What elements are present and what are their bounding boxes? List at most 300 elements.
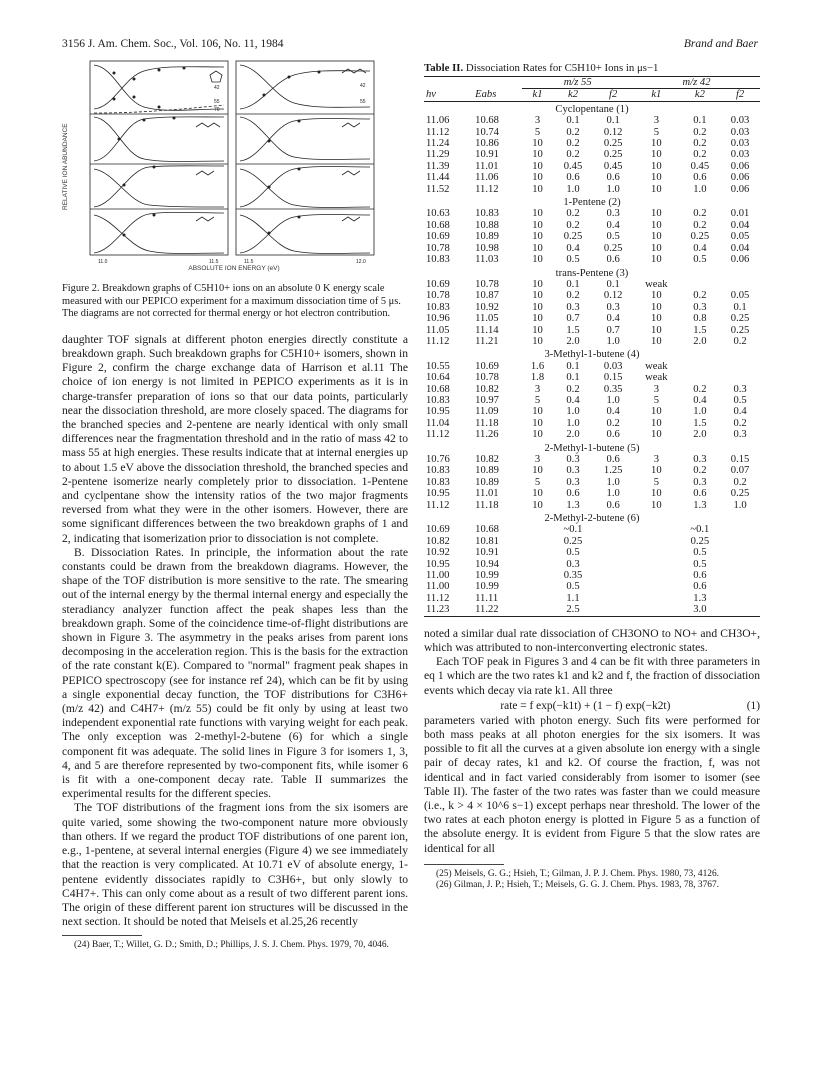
table-cell: 10.88 [475, 219, 499, 231]
group-header-mz55: m/z 55 [522, 77, 633, 89]
table-cell: 1.5 [693, 417, 707, 429]
table-cell: 1.0 [566, 183, 580, 195]
table-row [424, 429, 760, 440]
table-cell: 10 [532, 406, 543, 418]
table-cell: 11.01 [475, 488, 499, 500]
table-cell [720, 604, 760, 616]
table-cell: 1.0 [606, 394, 620, 406]
table-cell: 10.81 [475, 535, 499, 547]
table-cell: 10 [651, 138, 662, 150]
table-cell: 0.2 [566, 290, 580, 302]
table-cell: 5 [534, 126, 541, 138]
table-cell: 10 [651, 417, 662, 429]
table-cell [720, 279, 760, 290]
table-cell: 10 [651, 335, 662, 347]
table-cell: 0.03 [730, 149, 750, 161]
table-cell: 0.6 [606, 254, 620, 266]
table-cell: 0.1 [566, 372, 580, 384]
table-row [424, 243, 760, 254]
figure-2 [62, 57, 384, 275]
table-section-header [424, 266, 760, 279]
column-header: k2 [553, 89, 594, 101]
body-paragraph-1: daughter TOF signals at different photon energies directly constitute a breakdown graph. Such breakdown graphs for C5H10+ isomers, shown in Figure 2, confirm the charge exchange data of Harrison et al.11 The choice of ion energy is not limited in PEPICO experiments as it is in charge-transfer preparation of ions so that our data points, particularly near the dissociation threshold, are more closely spaced. The diagrams for the branched species and 2-pentene are nearly identical with only small differences near the fragmentation threshold and in the ratio of mass 42 to mass 55 at high energies. These results indicate that at internal energies up to about 1.5 eV above the dissociation threshold, the branched species and 2-pentene isomerize nearly completely prior to dissociation. 1-Pentene and cyclpentane show the intensity ratios of the two major fragments reversed from what they were in the other isomers. However, there are some significant differences between the two breakdown graphs of 1 and 2, indicating that isomerization prior to dissociation is not complete. [62, 332, 408, 545]
table-row [424, 500, 760, 511]
table-cell: 0.35 [563, 570, 583, 582]
table-cell: 5 [653, 394, 659, 406]
table-row [424, 184, 760, 195]
table-cell: 0.3 [566, 558, 580, 570]
table-cell: 10.82 [475, 383, 499, 395]
table-row [424, 138, 760, 149]
table-cell: 3 [653, 383, 659, 395]
footnote-25: (25) Meisels, G. G.; Hsieh, T.; Gilman, J. P. J. Chem. Phys. 1980, 73, 4126. [436, 868, 719, 879]
table-cell: 10.82 [426, 535, 450, 547]
table-cell: 0.1 [693, 115, 707, 127]
table-cell: 11.04 [426, 417, 450, 429]
table-row [424, 290, 760, 301]
table-cell: 10.55 [426, 360, 450, 372]
table-section-header [424, 195, 760, 208]
table-cell: 10.99 [475, 570, 499, 582]
table-cell: 10 [532, 324, 543, 336]
table-cell: 0.2 [693, 126, 707, 138]
table-cell [633, 559, 680, 570]
table-cell: 0.1 [733, 301, 747, 313]
table-cell: 0.2 [693, 290, 707, 302]
table-cell [720, 524, 760, 535]
table-cell [633, 593, 680, 604]
table-cell: 0.25 [563, 535, 583, 547]
table-row [424, 336, 760, 347]
table-cell: 10 [532, 488, 543, 500]
table-cell: 10 [532, 429, 543, 441]
table-cell: 10.83 [426, 476, 450, 488]
table-cell: 2.0 [566, 335, 580, 347]
table-row [424, 279, 760, 290]
table-title-text: Dissociation Rates for C5H10+ Ions in μs−1 [465, 62, 659, 74]
column-header: f2 [720, 89, 760, 101]
table-row [424, 208, 760, 219]
dissociation-rates-table [424, 76, 760, 617]
left-column [62, 57, 408, 952]
table-cell: 0.25 [690, 231, 710, 243]
table-cell [720, 559, 760, 570]
table-cell: 10.92 [475, 301, 499, 313]
table-cell [633, 524, 680, 535]
table-cell: 0.3 [606, 208, 620, 220]
table-cell: 11.12 [426, 429, 450, 441]
table-cell: 0.05 [730, 290, 750, 302]
table-cell: 0.45 [690, 160, 710, 172]
table-cell: 0.06 [730, 254, 750, 266]
breakdown-graphs [84, 57, 384, 267]
table-cell: 11.11 [475, 592, 499, 604]
table-cell: 10.83 [426, 301, 450, 313]
footnote-rule [62, 935, 142, 936]
table-row [424, 127, 760, 138]
table-cell: 10.97 [475, 394, 499, 406]
table-row [424, 361, 760, 372]
table-cell: 11.22 [475, 604, 499, 616]
table-cell: 0.1 [566, 360, 580, 372]
table-cell: 0.05 [730, 231, 750, 243]
table-row [424, 325, 760, 336]
table-cell: ~0.1 [563, 524, 583, 536]
table-cell: 0.6 [606, 499, 620, 511]
table-cell: 10 [651, 324, 662, 336]
table-cell: 0.25 [730, 488, 750, 500]
table-cell: ~0.1 [690, 524, 710, 536]
table-row [424, 115, 760, 126]
table-cell: 1.0 [693, 183, 707, 195]
table-cell: 11.52 [426, 183, 450, 195]
column-header: hν [424, 89, 473, 101]
table-row [424, 372, 760, 383]
table-cell: 0.25 [563, 231, 583, 243]
table-cell: 0.2 [566, 383, 580, 395]
table-row [424, 477, 760, 488]
equation-1 [424, 700, 760, 712]
table-row [424, 395, 760, 406]
table-cell: 0.2 [693, 138, 707, 150]
table-cell: 1.0 [606, 183, 620, 195]
table-cell: 1.0 [693, 406, 707, 418]
table-cell: 11.05 [475, 313, 499, 325]
section-name: Cyclopentane (1) [555, 103, 629, 115]
table-cell: 10.74 [475, 126, 499, 138]
table-cell [680, 279, 721, 290]
table-cell: 0.4 [693, 242, 707, 254]
table-cell: 10 [532, 219, 543, 231]
table-cell: weak [645, 278, 668, 290]
table-cell: 11.06 [475, 172, 499, 184]
table-cell: 10.68 [426, 383, 450, 395]
table-cell: 0.6 [566, 488, 580, 500]
table-cell: 0.2 [693, 149, 707, 161]
table-cell: 10.78 [475, 372, 499, 384]
tick-label-left-bottom: 11.0 [98, 259, 108, 265]
table-cell: 11.26 [475, 429, 499, 441]
table-row [424, 547, 760, 558]
table-cell: 0.1 [566, 278, 580, 290]
section-name: 2-Methyl-1-butene (5) [544, 442, 640, 454]
table-cell: 10.63 [426, 208, 450, 220]
table-cell: 0.5 [566, 581, 580, 593]
table-cell: 10.83 [426, 394, 450, 406]
table-cell: 10 [651, 313, 662, 325]
table-cell: 0.45 [563, 160, 583, 172]
group-header-mz42: m/z 42 [633, 77, 760, 89]
table-row [424, 465, 760, 476]
section-name: 2-Methyl-2-butene (6) [544, 513, 640, 525]
table-cell: 11.21 [475, 335, 499, 347]
table-cell: 0.4 [733, 406, 747, 418]
table-cell: 11.29 [426, 149, 450, 161]
table-cell: 10 [651, 160, 662, 172]
body-paragraph-2: B. Dissociation Rates. In principle, the information about the rate constants could be drawn from the breakdown diagrams. However, the shape of the TOF distribution is more sensitive to the rate. The smearing out of the internal energy by the thermal internal energy and especially the steradiancy analyzer function affect the peak shapes less than the breakdown graph. Some of the coincidence time-of-flight distributions are shown in Figure 3. The asymmetry in the peaks arises from parent ions decomposing in the acceleration region. This is the basis for the extraction of the rate constant k(E). Compared to "normal" fragment peak shapes in PEPICO spectroscopy (see for instance ref 24), which can be fit by using a single exponential decay function, the TOF distributions for C3H6+ (m/z 42) and C4H7+ (m/z 55) could be fit only by using at least two independent exponential rate functions with varying weight for each peak. The only exception was 2-methyl-2-butene (6) for which a single component fit was adequate. The solid lines in Figure 3 for isomers 1, 3, 4, and 5 are therefore represented by two-component fits, while isomer 6 is fit with a one-component decay rate. Table II summarizes the experimental results for the different species. [62, 545, 408, 801]
table-cell: 10 [532, 499, 543, 511]
table-cell: 10.95 [426, 558, 450, 570]
footnote-24: (24) Baer, T.; Willet, G. D.; Smith, D.; Phillips, J. S. J. Chem. Phys. 1979, 70, 4046. [74, 940, 389, 951]
table-cell [522, 604, 552, 616]
table-cell: 10.82 [475, 454, 499, 465]
table-cell: 10 [651, 172, 662, 184]
table-row [424, 593, 760, 604]
table-cell: 0.1 [606, 115, 620, 127]
figure-yaxis-label: RELATIVE ION ABUNDANCE [62, 123, 69, 211]
table-cell: 0.3 [693, 476, 707, 488]
table-cell [633, 570, 680, 581]
table-cell: 0.6 [693, 172, 707, 184]
table-cell: 0.04 [730, 242, 750, 254]
table-cell: 3.0 [693, 604, 707, 616]
table-cell: 0.2 [733, 335, 747, 347]
table-cell: 11.12 [426, 592, 450, 604]
table-cell: 0.3 [566, 301, 580, 313]
table-cell: 10 [532, 254, 543, 266]
table-cell: 10 [532, 149, 543, 161]
table-cell: 3 [534, 115, 541, 127]
table-cell [593, 593, 633, 604]
table-section-header [424, 101, 760, 115]
table-cell: 0.06 [730, 183, 750, 195]
table-cell: 10 [651, 465, 662, 477]
table-column-header-row [424, 89, 760, 101]
table-cell: 10 [651, 242, 662, 254]
table-cell: 1.25 [603, 465, 623, 477]
table-cell: 0.15 [730, 454, 750, 465]
table-cell: 10.76 [426, 454, 450, 465]
table-row [424, 418, 760, 429]
table-cell [720, 593, 760, 604]
table-row [424, 384, 760, 395]
table-cell [720, 372, 760, 383]
table-cell: 11.12 [426, 126, 450, 138]
table-cell: 0.4 [566, 242, 580, 254]
table-title [424, 62, 760, 74]
table-cell: 10.96 [426, 313, 450, 325]
equation-number: (1) [746, 699, 760, 712]
table-cell: 10.83 [475, 208, 499, 220]
table-cell: 0.2 [566, 208, 580, 220]
table-section-header [424, 441, 760, 454]
table-row [424, 406, 760, 417]
table-row [424, 220, 760, 231]
table-cell: 0.1 [606, 278, 620, 290]
table-cell: 5 [534, 394, 541, 406]
column-header: k1 [633, 89, 680, 101]
table-cell: 0.3 [566, 454, 580, 465]
table-cell [522, 524, 552, 535]
panel-label-55: 55 [214, 99, 220, 105]
table-cell: 10.89 [475, 476, 499, 488]
table-cell [593, 581, 633, 592]
column-header: f2 [593, 89, 633, 101]
table-cell: 0.6 [566, 172, 580, 184]
table-cell [522, 547, 552, 558]
table-cell [593, 559, 633, 570]
equation-text: rate = f exp(−k1t) + (1 − f) exp(−k2t) [500, 699, 671, 712]
body-paragraph-3: The TOF distributions of the fragment ions from the six isomers are quite varied, some showing the two-component nature more obviously than others. If we regard the product TOF distributions of one parent ion, e.g., 1-pentene, at several internal energies (Figure 4) we see immediately that the reaction is very complicated. At 10.71 eV of absolute energy, 1-pentene evidently dissociates rapidly to C3H6+, but only slowly to C4H7+. This can only come about as a result of two different parent ions. The origin of these different parent ion structures will be discussed in the next section. It should be noted that Meisels et al.25,26 recently [62, 801, 408, 929]
table-cell: 0.25 [690, 535, 710, 547]
table-cell: 11.00 [426, 581, 450, 593]
table-cell: 0.6 [606, 429, 620, 441]
table-row [424, 302, 760, 313]
table-cell: weak [645, 360, 668, 372]
table-cell: 1.1 [566, 592, 580, 604]
table-cell: 2.0 [693, 335, 707, 347]
table-cell: 11.12 [426, 335, 450, 347]
tick-label-right-bottom: 12.0 [356, 259, 366, 265]
section-name: 3-Methyl-1-butene (4) [544, 349, 640, 361]
table-cell: 10 [532, 183, 543, 195]
table-cell: 11.12 [426, 499, 450, 511]
table-cell: 1.8 [530, 372, 545, 384]
table-cell: 10.95 [426, 406, 450, 418]
table-cell: 0.2 [566, 126, 580, 138]
table-cell: 10.69 [426, 278, 450, 290]
table-cell: 10.94 [475, 558, 499, 570]
table-cell: 0.2 [606, 417, 620, 429]
table-cell [522, 570, 552, 581]
table-cell: 2.0 [566, 429, 580, 441]
table-cell: 0.3 [733, 429, 747, 441]
table-row [424, 581, 760, 592]
table-row [424, 524, 760, 535]
table-cell: 10.87 [475, 290, 499, 302]
table-cell: 10 [532, 313, 543, 325]
table-cell: 0.12 [603, 290, 623, 302]
table-cell: 0.2 [693, 208, 707, 220]
table-cell: 0.3 [606, 301, 620, 313]
table-cell: 11.09 [475, 406, 499, 418]
table-cell [593, 536, 633, 547]
table-cell: 11.03 [475, 254, 499, 266]
table-cell: 10 [651, 183, 662, 195]
table-cell: 0.2 [693, 383, 707, 395]
table-cell: 0.5 [606, 231, 620, 243]
table-row [424, 559, 760, 570]
right-panel-frame [236, 61, 374, 255]
table-cell: 0.5 [693, 254, 707, 266]
table-cell: 10.91 [475, 149, 499, 161]
panel-label-70: 70 [214, 107, 220, 113]
table-cell: 1.3 [693, 499, 707, 511]
table-row [424, 161, 760, 172]
table-cell: 1.0 [606, 488, 620, 500]
table-cell: 3 [653, 115, 659, 127]
table-row [424, 231, 760, 242]
table-cell: 10.68 [475, 115, 499, 127]
table-cell: 0.4 [693, 394, 707, 406]
table-cell: 10.89 [475, 465, 499, 477]
table-cell: 10 [532, 301, 543, 313]
table-cell: 10.68 [475, 524, 499, 536]
table-bottom-rule [424, 616, 760, 617]
table-cell: 11.01 [475, 160, 499, 172]
table-cell: 0.2 [693, 219, 707, 231]
table-cell: 0.12 [603, 126, 623, 138]
table-cell: 0.6 [606, 172, 620, 184]
table-cell: 0.2 [566, 149, 580, 161]
table-cell: 1.3 [566, 499, 580, 511]
table-cell: 5 [653, 476, 659, 488]
table-cell [522, 559, 552, 570]
column-header: k2 [680, 89, 721, 101]
running-header-left: 3156 J. Am. Chem. Soc., Vol. 106, No. 11, 1984 [62, 38, 284, 50]
table-cell: 10.91 [475, 547, 499, 559]
table-cell: 10.69 [475, 360, 499, 372]
table-cell [593, 547, 633, 558]
table-cell: 0.03 [730, 115, 750, 127]
figure-caption: Figure 2. Breakdown graphs of C5H10+ ions on an absolute 0 K energy scale measured with our PEPICO experiment for a maximum dissociation time of 5 μs. The diagrams are not corrected for thermal energy or hot electron contribution. [62, 283, 401, 320]
table-cell: 0.3 [566, 465, 580, 477]
table-cell: 10 [651, 219, 662, 231]
table-cell [522, 536, 552, 547]
table-cell: 1.5 [693, 324, 707, 336]
table-cell: 0.6 [693, 488, 707, 500]
panel-label-42: 42 [214, 85, 220, 91]
table-cell: 0.2 [733, 417, 747, 429]
table-cell [680, 361, 721, 372]
table-cell: 0.25 [603, 138, 623, 150]
table-cell: 10.78 [426, 290, 450, 302]
table-cell: 0.4 [606, 406, 620, 418]
table-cell: 10.69 [426, 524, 450, 536]
table-cell: 10 [651, 406, 662, 418]
table-cell: 1.5 [566, 324, 580, 336]
tick-label-left-mid: 11.5 [209, 259, 219, 265]
tick-label-right-mid: 11.5 [244, 259, 254, 265]
table-cell: 10 [651, 429, 662, 441]
table-cell [522, 581, 552, 592]
table-cell: 5 [534, 476, 541, 488]
table-cell: 0.06 [730, 160, 750, 172]
table-cell: 10.86 [475, 138, 499, 150]
table-cell [633, 547, 680, 558]
right-paragraph-1: noted a similar dual rate dissociation of CH3ONO to NO+ and CH3O+, which was attributed to non-interconverting electronic states. [424, 626, 760, 654]
table-cell [593, 604, 633, 616]
table-cell: 10.98 [475, 242, 499, 254]
table-cell: 0.03 [730, 126, 750, 138]
table-cell: 0.5 [733, 394, 747, 406]
table-cell: 10 [532, 208, 543, 220]
table-row [424, 149, 760, 160]
table-cell: 11.06 [426, 115, 450, 127]
table-cell [522, 593, 552, 604]
table-cell: 0.04 [730, 219, 750, 231]
table-row [424, 604, 760, 616]
section-name: 1-Pentene (2) [563, 197, 621, 209]
table-cell: 10 [651, 488, 662, 500]
table-cell: 0.06 [730, 172, 750, 184]
table-cell [720, 570, 760, 581]
column-header: k1 [522, 89, 552, 101]
table-cell: 10 [532, 138, 543, 150]
table-cell: 0.3 [693, 454, 707, 465]
table-body [424, 101, 760, 616]
table-row [424, 570, 760, 581]
table-cell: 0.3 [566, 476, 580, 488]
table-cell: 10 [532, 231, 543, 243]
table-cell: 10 [532, 242, 543, 254]
table-row [424, 313, 760, 324]
table-cell: 10.99 [475, 581, 499, 593]
table-cell: 10 [532, 465, 543, 477]
table-cell [593, 570, 633, 581]
table-cell: 0.07 [730, 465, 750, 477]
table-cell: 0.2 [693, 465, 707, 477]
